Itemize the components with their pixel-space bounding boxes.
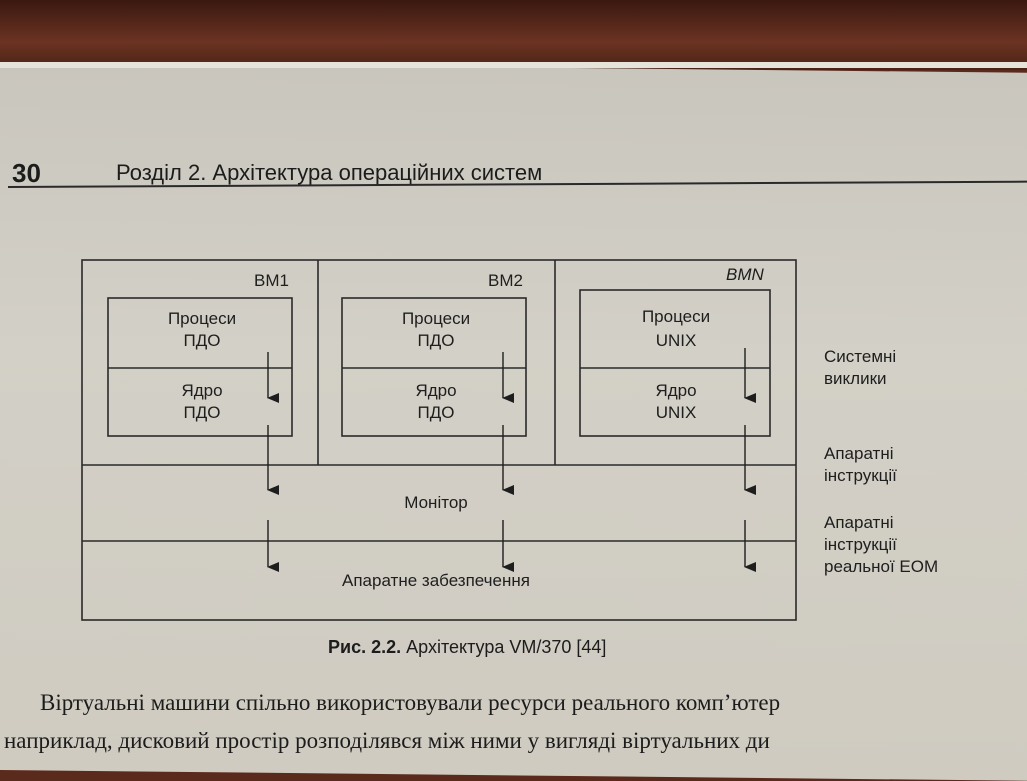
caption-prefix: Рис. 2.2. [328,637,402,657]
side-label-real-hw-instructions: Апаратні інструкції реальної ЕОМ [824,513,939,576]
vm1-kernel-line1: Ядро [181,381,223,400]
side-label-system-calls: Системні виклики [824,347,897,388]
vm1-label: ВМ1 [254,271,289,290]
side-label-hw-instructions: Апаратні інструкції [824,444,897,485]
vm1-kernel-line2: ПДО [183,403,221,422]
vmn-process-line1: Процеси [641,307,711,326]
hardware-label: Апаратне забезпечення [342,571,530,590]
vmn-process-line2: UNIX [655,331,697,350]
vm2-kernel-line2: ПДО [417,403,455,422]
monitor-label: Монітор [404,493,468,512]
section-title: Розділ 2. Архітектура операційних систем [116,160,543,185]
vm2-process-line2: ПДО [417,331,455,350]
vmn-kernel-line1: Ядро [655,381,697,400]
vmn-label: ВМN [726,265,764,284]
vmn-kernel-line2: UNIX [655,403,697,422]
body-text-line1: Віртуальні машини спільно використовували ресурси реального комп’ютер [40,690,781,715]
figure-caption [328,637,606,658]
body-text-line2: наприклад, дисковий простір розподілявся між ними у вигляді віртуальних ди [4,728,770,753]
vm2-kernel-line1: Ядро [415,381,457,400]
page-number: 30 [12,158,41,188]
vm1-process-line1: Процеси [167,309,237,328]
caption-text: Архітектура VM/370 [44] [406,637,607,657]
vm2-label: ВМ2 [488,271,523,290]
vm2-process-line1: Процеси [401,309,471,328]
vm1-process-line2: ПДО [183,331,221,350]
